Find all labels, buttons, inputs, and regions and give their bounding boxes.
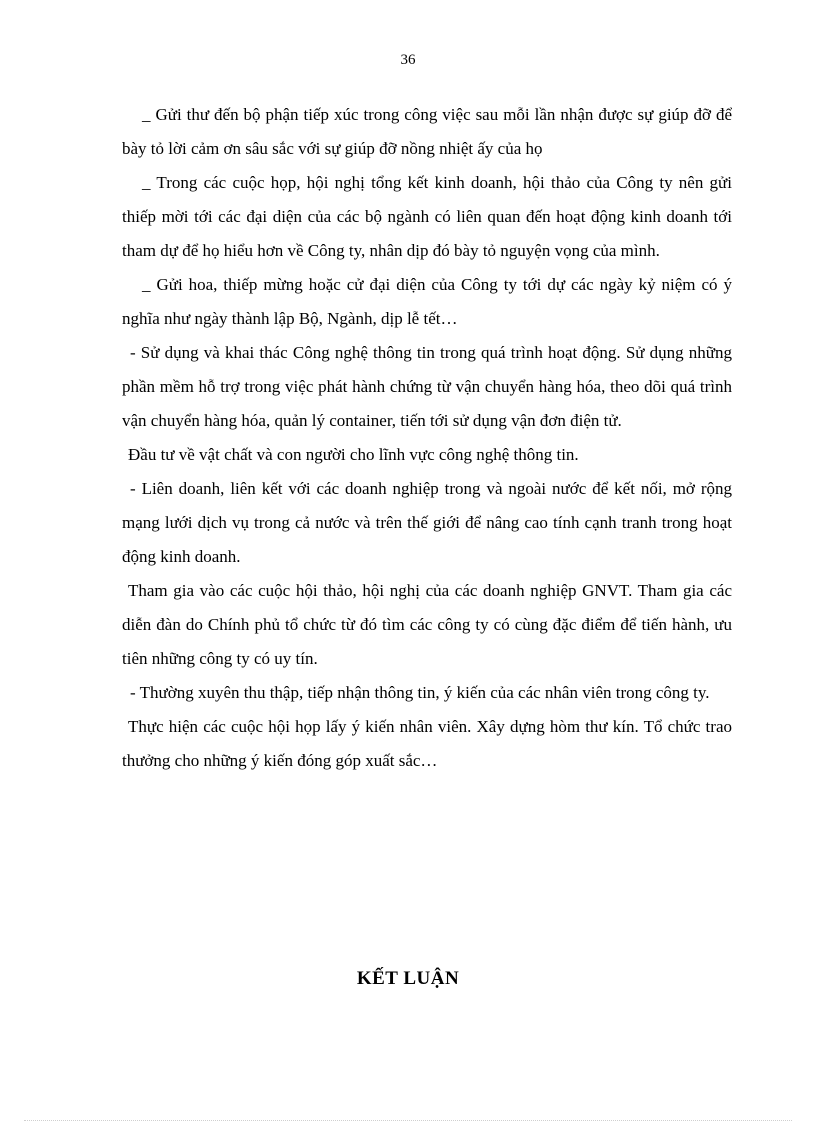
paragraph-joint-ventures: - Liên doanh, liên kết với các doanh nghiệp trong và ngoài nước để kết nối, mở rộng mạng lưới dịch vụ trong cả nước và trên thế giới để nâng cao tính cạnh tranh trong hoạt động kinh doanh.: [122, 479, 732, 566]
paragraph-thank-you-letters: _ Gửi thư đến bộ phận tiếp xúc trong công việc sau mỗi lần nhận được sự giúp đỡ để bày tỏ lời cảm ơn sâu sắc với sự giúp đỡ nồng nhiệt ấy của họ: [122, 105, 732, 158]
paragraph-meeting-invitations: _ Trong các cuộc họp, hội nghị tổng kết kinh doanh, hội thảo của Công ty nên gửi thiếp mời tới các đại diện của các bộ ngành có liên quan đến hoạt động kinh doanh tới tham dự để họ hiểu hơn về Công ty, nhân dịp đó bày tỏ nguyện vọng của mình.: [122, 173, 732, 260]
conclusion-heading: KẾT LUẬN: [356, 968, 460, 989]
document-body: [122, 98, 732, 778]
paragraph-conferences: Tham gia vào các cuộc hội thảo, hội nghị của các doanh nghiệp GNVT. Tham gia các diễn đàn do Chính phủ tổ chức từ đó tìm các công ty có cùng đặc điểm để tiến hành, ưu tiên những công ty có uy tín.: [122, 581, 732, 668]
paragraph-employee-feedback: - Thường xuyên thu thập, tiếp nhận thông tin, ý kiến của các nhân viên trong công ty.: [130, 683, 710, 702]
paragraph-flowers-and-cards: _ Gửi hoa, thiếp mừng hoặc cử đại diện của Công ty tới dự các ngày kỷ niệm có ý nghĩa như ngày thành lập Bộ, Ngành, dịp lễ tết…: [122, 275, 732, 328]
page-bottom-divider: [24, 1120, 792, 1121]
paragraph-information-technology: - Sử dụng và khai thác Công nghệ thông tin trong quá trình hoạt động. Sử dụng những phần mềm hỗ trợ trong việc phát hành chứng từ vận chuyển hàng hóa, theo dõi quá trình vận chuyển hàng hóa, quản lý container, tiến tới sử dụng vận đơn điện tử.: [122, 343, 732, 430]
page-number: 36: [400, 52, 416, 68]
paragraph-it-investment: Đầu tư về vật chất và con người cho lĩnh vực công nghệ thông tin.: [128, 445, 579, 464]
paragraph-staff-meetings: Thực hiện các cuộc hội họp lấy ý kiến nhân viên. Xây dựng hòm thư kín. Tổ chức trao thưởng cho những ý kiến đóng góp xuất sắc…: [122, 717, 732, 770]
